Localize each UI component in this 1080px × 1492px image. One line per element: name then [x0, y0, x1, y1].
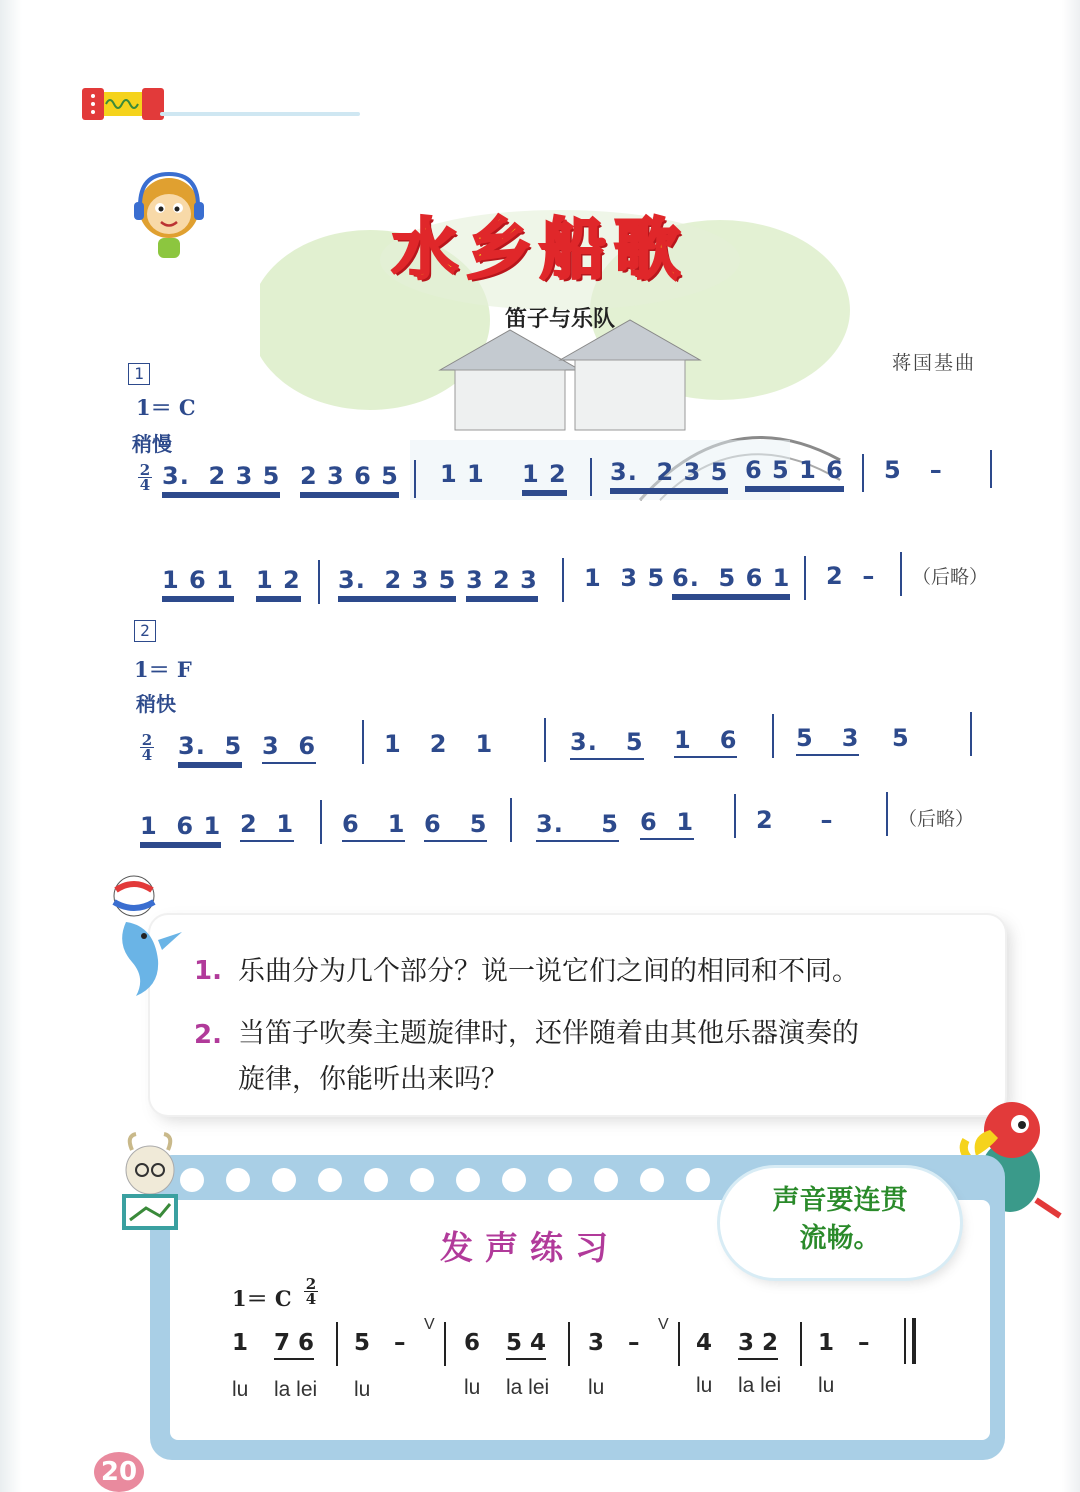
vocal-note-4: 6	[464, 1330, 481, 1356]
time-signature-2: 2 4	[141, 731, 153, 764]
s2-l2-group-2: 2 1	[240, 810, 294, 838]
scallop-dot	[272, 1168, 296, 1192]
tempo-marking-2: 稍快	[136, 692, 176, 716]
page-number: 20	[94, 1452, 144, 1492]
lyric-6: lu	[588, 1376, 605, 1399]
final-barline-thin	[904, 1318, 906, 1364]
barline	[800, 1322, 802, 1366]
lyric-8: la lei	[738, 1374, 782, 1397]
barline	[510, 798, 512, 842]
s1-l1-group-5: 3. 2 3 5	[610, 458, 728, 486]
sheep-reading-icon	[110, 1130, 190, 1240]
vocal-note-1: 1	[232, 1330, 249, 1356]
scallop-dot	[686, 1168, 710, 1192]
lyric-5: la lei	[506, 1376, 550, 1399]
s1-l1-group-1: 3. 2 3 5	[162, 462, 280, 490]
question-2-text-line2: 旋律，你能听出来吗？	[238, 1064, 508, 1095]
tempo-marking-1: 稍慢	[132, 432, 172, 456]
vocal-note-8: 3 2	[738, 1330, 778, 1356]
scallop-dot	[410, 1168, 434, 1192]
s2-l1-group-3: 1 2 1	[384, 730, 494, 758]
vocal-note-6: 3 –	[588, 1330, 640, 1356]
omitted-marker-2: （后略）	[898, 808, 975, 830]
barline	[562, 558, 564, 602]
s1-l2-group-3: 3. 2 3 5	[338, 566, 456, 594]
final-barline-thick	[912, 1318, 916, 1364]
lyric-1: lu	[232, 1378, 249, 1401]
s1-l2-group-4: 3 2 3	[466, 566, 538, 594]
accordion-icon	[80, 82, 166, 126]
s2-l1-group-1: 3. 5	[178, 732, 242, 760]
s2-l1-group-6: 5 3	[796, 724, 859, 752]
barline	[772, 714, 774, 758]
vocal-note-2: 7 6	[274, 1330, 314, 1356]
breath-mark: V	[658, 1316, 669, 1333]
question-2-number: 2.	[194, 1020, 222, 1050]
s2-l2-group-1: 1 6 1	[140, 812, 221, 840]
section-marker-1: 1	[128, 363, 150, 385]
barline	[970, 712, 972, 756]
s2-l1-group-5: 1 6	[674, 726, 737, 754]
composer-credit: 蒋国基曲	[892, 352, 977, 374]
barline	[886, 792, 888, 836]
barline	[414, 460, 416, 498]
scallop-dot	[594, 1168, 618, 1192]
scallop-dot	[456, 1168, 480, 1192]
scallop-dot	[502, 1168, 526, 1192]
vocal-note-3: 5 –	[354, 1330, 406, 1356]
scallop-dot	[318, 1168, 342, 1192]
vocal-note-5: 5 4	[506, 1330, 546, 1356]
scallop-dot	[364, 1168, 388, 1192]
vocal-time-signature: 2 4	[305, 1275, 317, 1308]
s2-l2-group-6: 6 1	[640, 808, 694, 836]
s1-l2-group-1: 1 6 1	[162, 566, 234, 594]
dolphin-with-ball-icon	[96, 870, 192, 1000]
s2-l2-group-7: 2 –	[756, 806, 834, 834]
lyric-7: lu	[696, 1374, 713, 1397]
vocal-key-signature: 1＝ C	[232, 1286, 292, 1311]
section-marker-2: 2	[134, 620, 156, 642]
s2-l1-group-2: 3 6	[262, 732, 316, 760]
time-signature-1: 2 4	[139, 461, 151, 494]
s2-l1-group-4: 3. 5	[570, 728, 644, 756]
scallop-dot	[548, 1168, 572, 1192]
s1-l2-group-2: 1 2	[256, 566, 301, 594]
barline	[734, 794, 736, 838]
breath-mark: V	[424, 1316, 435, 1333]
s1-l2-group-5: 1 3 5	[584, 564, 666, 592]
s1-l1-group-3: 1 1	[440, 460, 485, 488]
scallop-dot	[226, 1168, 250, 1192]
vocal-note-9: 1 –	[818, 1330, 870, 1356]
key-signature-2: 1＝ F	[134, 657, 192, 682]
barline	[444, 1322, 446, 1366]
vocal-note-7: 4	[696, 1330, 713, 1356]
lyric-3: lu	[354, 1378, 371, 1401]
speech-cloud-text: 声音要连贯 流畅。	[772, 1185, 908, 1254]
vocal-exercise-title: 发声练习	[440, 1228, 620, 1267]
lyric-2: la lei	[274, 1378, 318, 1401]
barline	[804, 556, 806, 600]
s1-l1-group-7: 5 –	[884, 456, 943, 484]
s1-l1-group-2: 2 3 6 5	[300, 462, 399, 490]
s1-l1-group-4: 1 2	[522, 460, 567, 488]
omitted-marker-1: （后略）	[912, 566, 989, 588]
s2-l1-group-7: 5	[892, 724, 910, 752]
barline	[900, 552, 902, 596]
question-1-number: 1.	[194, 956, 222, 986]
question-2-text-line1: 当笛子吹奏主题旋律时，还伴随着由其他乐器演奏的	[238, 1018, 859, 1049]
s2-l2-group-5: 3. 5	[536, 810, 619, 838]
barline	[336, 1322, 338, 1366]
s2-l2-group-3: 6 1	[342, 810, 405, 838]
lyric-9: lu	[818, 1374, 835, 1397]
barline	[862, 454, 864, 492]
barline	[568, 1322, 570, 1366]
s1-l2-group-7: 2 –	[826, 562, 876, 590]
song-subtitle: 笛子与乐队	[504, 307, 615, 332]
s1-l2-group-6: 6. 5 6 1	[672, 564, 790, 592]
barline	[544, 718, 546, 762]
barline	[590, 458, 592, 496]
question-1-text: 乐曲分为几个部分？说一说它们之间的相同和不同。	[238, 956, 859, 987]
lyric-4: lu	[464, 1376, 481, 1399]
header-divider	[160, 112, 360, 116]
barline	[678, 1322, 680, 1366]
barline	[320, 800, 322, 844]
s2-l2-group-4: 6 5	[424, 810, 487, 838]
barline	[362, 720, 364, 764]
key-signature-1: 1＝ C	[136, 395, 196, 420]
s1-l1-group-6: 6 5 1 6	[745, 456, 844, 484]
barline	[990, 450, 992, 488]
barline	[318, 560, 320, 604]
scallop-dot	[640, 1168, 664, 1192]
song-title: 水乡船歌	[392, 211, 688, 288]
